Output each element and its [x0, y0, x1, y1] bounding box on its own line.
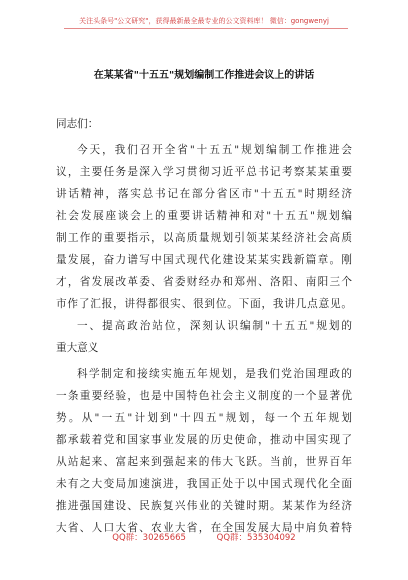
paragraph-line: 讲话精神，落实总书记在部分省区市"十五五"时期经济 [56, 188, 352, 200]
paragraph-line: 科学制定和接续实施五年规划，是我们党治国理政的 [77, 368, 352, 380]
paragraph-line: 势。从"一五"计划到"十四五"规划，每一个五年规划 [56, 412, 352, 424]
heading-line: 一、提高政治站位，深刻认识编制"十五五"规划的 [77, 320, 352, 332]
paragraph-line: 大省、人口大省、农业大省，在全国发展大局中肩负着特 [56, 522, 352, 534]
paragraph-1 [56, 139, 352, 315]
paragraph-2 [56, 363, 352, 539]
salutation: 同志们： [56, 118, 99, 130]
header-divider [64, 28, 348, 29]
paragraph-line: 量发展，奋力谱写中国式现代化建设某某实践新篇章。刚 [56, 254, 352, 266]
paragraph-line: 一条重要经验，也是中国特色社会主义制度的一个显著优 [56, 390, 352, 402]
header-banner: 关注头条号"公文研究"，获得最新最全最专业的公文资料库！ 微信：gongwenyj [79, 17, 329, 25]
heading-line: 重大意义 [56, 342, 99, 354]
footer-contact [0, 531, 408, 543]
paragraph-line: 社会发展座谈会上的重要讲话精神和对"十五五"规划编 [56, 210, 352, 222]
paragraph-line: 推进强国建设、民族复兴伟业的关键时期。某某作为经济 [56, 500, 352, 512]
document-body [56, 113, 352, 539]
document-title: 在某某省"十五五"规划编制工作推进会议上的讲话 [93, 70, 315, 81]
paragraph-line: 今天，我们召开全省"十五五"规划编制工作推进会 [77, 144, 352, 156]
section-heading-1 [56, 315, 352, 359]
paragraph-line: 都承载着党和国家事业发展的历史使命，推动中国实现了 [56, 434, 352, 446]
footer-qq-group-1: QQ群：30265665 [112, 533, 186, 543]
footer-qq-group-2: QQ群：535304092 [216, 533, 296, 543]
paragraph-line: 从站起来、富起来到强起来的伟大飞跃。当前，世界百年 [56, 456, 352, 468]
paragraph-line: 未有之大变局加速演进，我国正处于以中国式现代化全面 [56, 478, 352, 490]
paragraph-line: 议，主要任务是深入学习贯彻习近平总书记考察某某重要 [56, 166, 352, 178]
paragraph-line: 市作了汇报，讲得都很实、很到位。下面，我讲几点意见。 [56, 298, 352, 310]
paragraph-line: 才，省发展改革委、省委财经办和郑州、洛阳、南阳三个 [56, 276, 352, 288]
paragraph-line: 制工作的重要指示，以高质量规划引领某某经济社会高质 [56, 232, 352, 244]
